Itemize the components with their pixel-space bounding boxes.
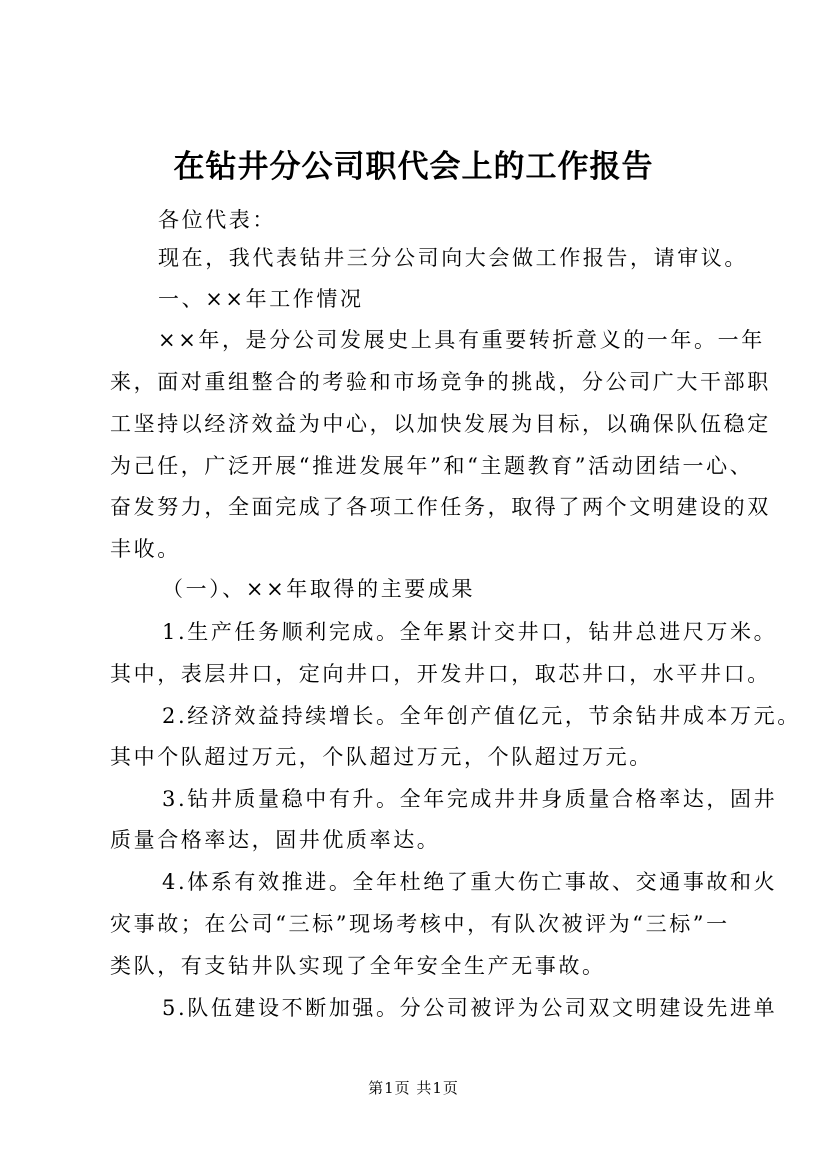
paragraph-line: 现在，我代表钻井三分公司向大会做工作报告，请审议。 (158, 246, 748, 270)
paragraph-line: 丰收。 (110, 537, 181, 561)
paragraph-line: 2.经济效益持续增长。全年创产值亿元，节余钻井成本万元。 (162, 704, 801, 728)
document-title: 在钻井分公司职代会上的工作报告 (173, 149, 654, 185)
paragraph-line: 其中，表层井口，定向井口，开发井口，取芯井口，水平井口。 (110, 662, 771, 686)
paragraph-line: 3.钻井质量稳中有升。全年完成井井身质量合格率达，固井 (162, 787, 778, 811)
paragraph-line: 灾事故；在公司“三标”现场考核中，有队次被评为“三标”一 (110, 912, 730, 936)
paragraph-line: 其中个队超过万元，个队超过万元，个队超过万元。 (110, 745, 653, 769)
section-heading: 一、××年工作情况 (158, 287, 364, 311)
paragraph-line: 工坚持以经济效益为中心，以加快发展为目标，以确保队伍稳定 (110, 412, 771, 436)
paragraph-line: 来，面对重组整合的考验和市场竞争的挑战，分公司广大干部职 (110, 370, 771, 394)
paragraph-line: ××年，是分公司发展史上具有重要转折意义的一年。一年 (158, 328, 765, 352)
paragraph-line: 5.队伍建设不断加强。分公司被评为公司双文明建设先进单 (162, 996, 778, 1020)
paragraph-line: 质量合格率达，固井优质率达。 (110, 828, 441, 852)
page-number-footer: 第1页 共1页 (368, 1079, 459, 1097)
subsection-heading: （一）、××年取得的主要成果 (162, 577, 476, 601)
paragraph-line: 奋发努力，全面完成了各项工作任务，取得了两个文明建设的双 (110, 495, 771, 519)
paragraph-line: 类队，有支钻井队实现了全年安全生产无事故。 (110, 954, 606, 978)
salutation: 各位代表： (158, 208, 276, 232)
paragraph-line: 4.体系有效推进。全年杜绝了重大伤亡事故、交通事故和火 (162, 870, 778, 894)
paragraph-line: 1.生产任务顺利完成。全年累计交井口，钻井总进尺万米。 (162, 620, 778, 644)
paragraph-line: 为己任，广泛开展“推进发展年”和“主题教育”活动团结一心、 (110, 454, 754, 478)
